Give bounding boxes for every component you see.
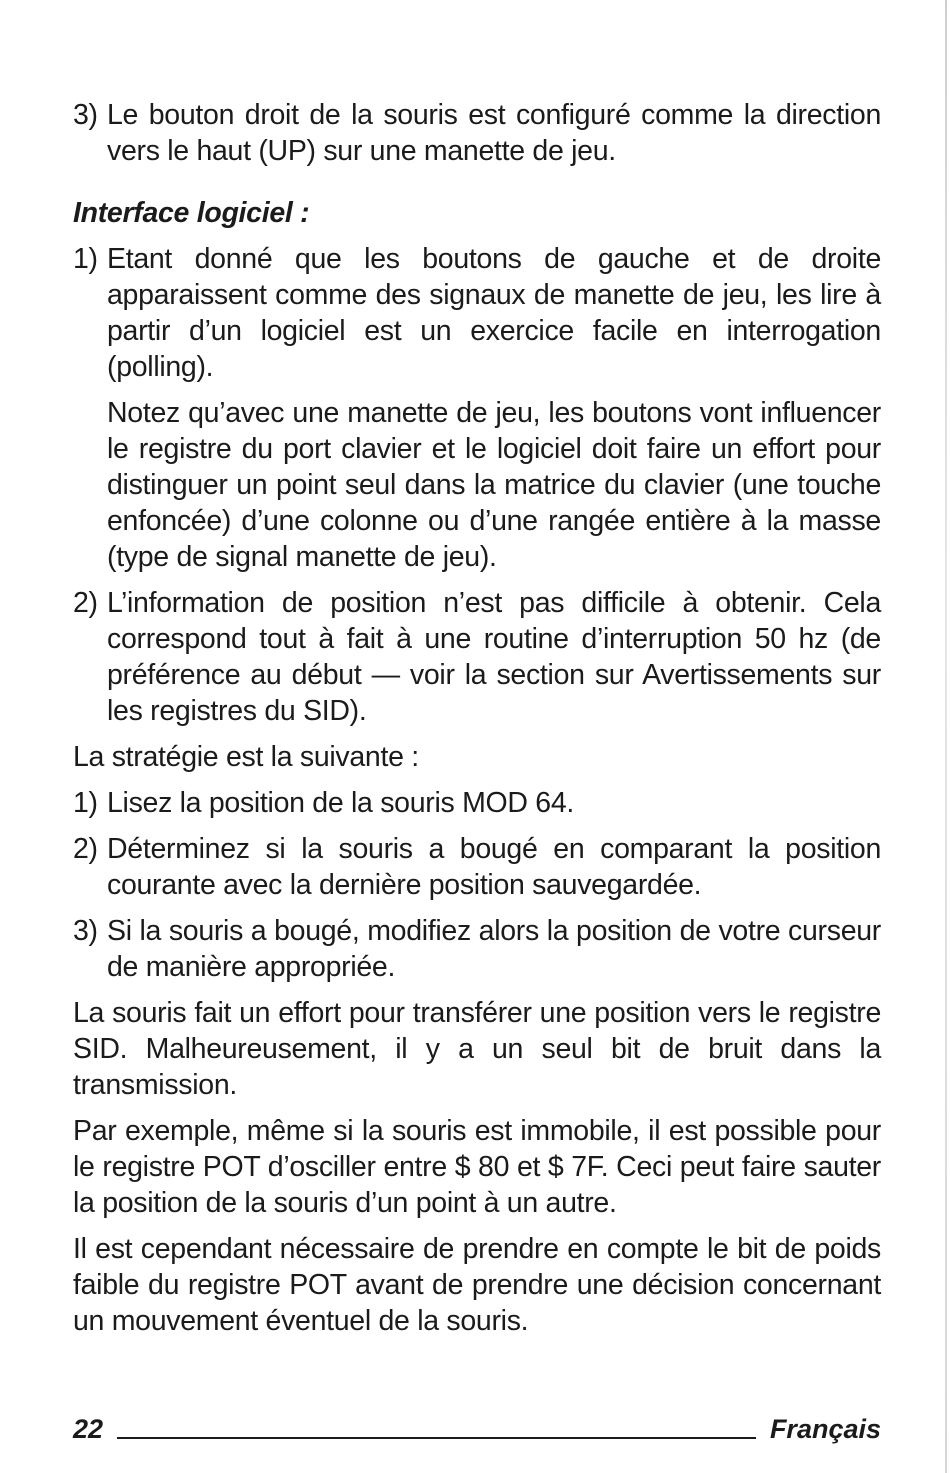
list-item-software-2 xyxy=(73,585,881,729)
list-text: Déterminez si la souris a bougé en comparant la position courante avec la dernière position sauvegardée. xyxy=(107,833,881,901)
list-item-intro xyxy=(73,97,881,169)
list-text: Si la souris a bougé, modifiez alors la position de votre curseur de manière appropriée. xyxy=(107,915,881,983)
list-text: Etant donné que les boutons de gauche et de droite apparaissent comme des signaux de manette de jeu, les lire à partir d’un logiciel est un exercice facile en interrogation (polling). xyxy=(107,243,881,383)
list-number: 1) xyxy=(73,243,98,275)
list-number: 3) xyxy=(73,915,98,947)
list-text: L’information de position n’est pas difficile à obtenir. Cela correspond tout à fait à une routine d’interruption 50 hz (de préférence au début — voir la section sur Avertissements sur les registres du SID). xyxy=(107,587,881,727)
paragraph: Par exemple, même si la souris est immobile, il est possible pour le registre POT d’osciller entre $ 80 et $ 7F. Ceci peut faire sauter la position de la souris d’un point à un autre. xyxy=(73,1115,881,1219)
footer-rule xyxy=(117,1437,756,1439)
list-text: Le bouton droit de la souris est configuré comme la direction vers le haut (UP) sur une manette de jeu. xyxy=(107,99,881,167)
page-body xyxy=(73,97,881,1349)
list-number: 1) xyxy=(73,787,98,819)
list-text: Lisez la position de la souris MOD 64. xyxy=(107,787,574,819)
page-edge-shadow xyxy=(945,0,947,1473)
list-item-strategy-1 xyxy=(73,785,881,821)
paragraph: Il est cependant nécessaire de prendre en compte le bit de poids faible du registre POT avant de prendre une décision concernant un mouvement éventuel de la souris. xyxy=(73,1233,881,1337)
list-item-strategy-3 xyxy=(73,913,881,985)
section-heading: Interface logiciel : xyxy=(73,197,310,229)
list-item-software-1 xyxy=(73,241,881,385)
page-footer xyxy=(73,1405,881,1445)
paragraph: La souris fait un effort pour transférer une position vers le registre SID. Malheureusement, il y a un seul bit de bruit dans la transmission. xyxy=(73,997,881,1101)
list-item-strategy-2 xyxy=(73,831,881,903)
list-number: 2) xyxy=(73,833,98,865)
list-number: 3) xyxy=(73,99,98,131)
list-number: 2) xyxy=(73,587,98,619)
item-note: Notez qu’avec une manette de jeu, les boutons vont influencer le registre du port clavier et le logiciel doit faire un effort pour distinguer un point seul dans la matrice du clavier (une touche enfoncée) d’une colonne ou d’une rangée entière à la masse (type de signal manette de jeu). xyxy=(107,397,881,573)
strategy-intro: La stratégie est la suivante : xyxy=(73,741,419,773)
footer-language: Français xyxy=(769,1414,881,1444)
page-number: 22 xyxy=(73,1414,104,1444)
